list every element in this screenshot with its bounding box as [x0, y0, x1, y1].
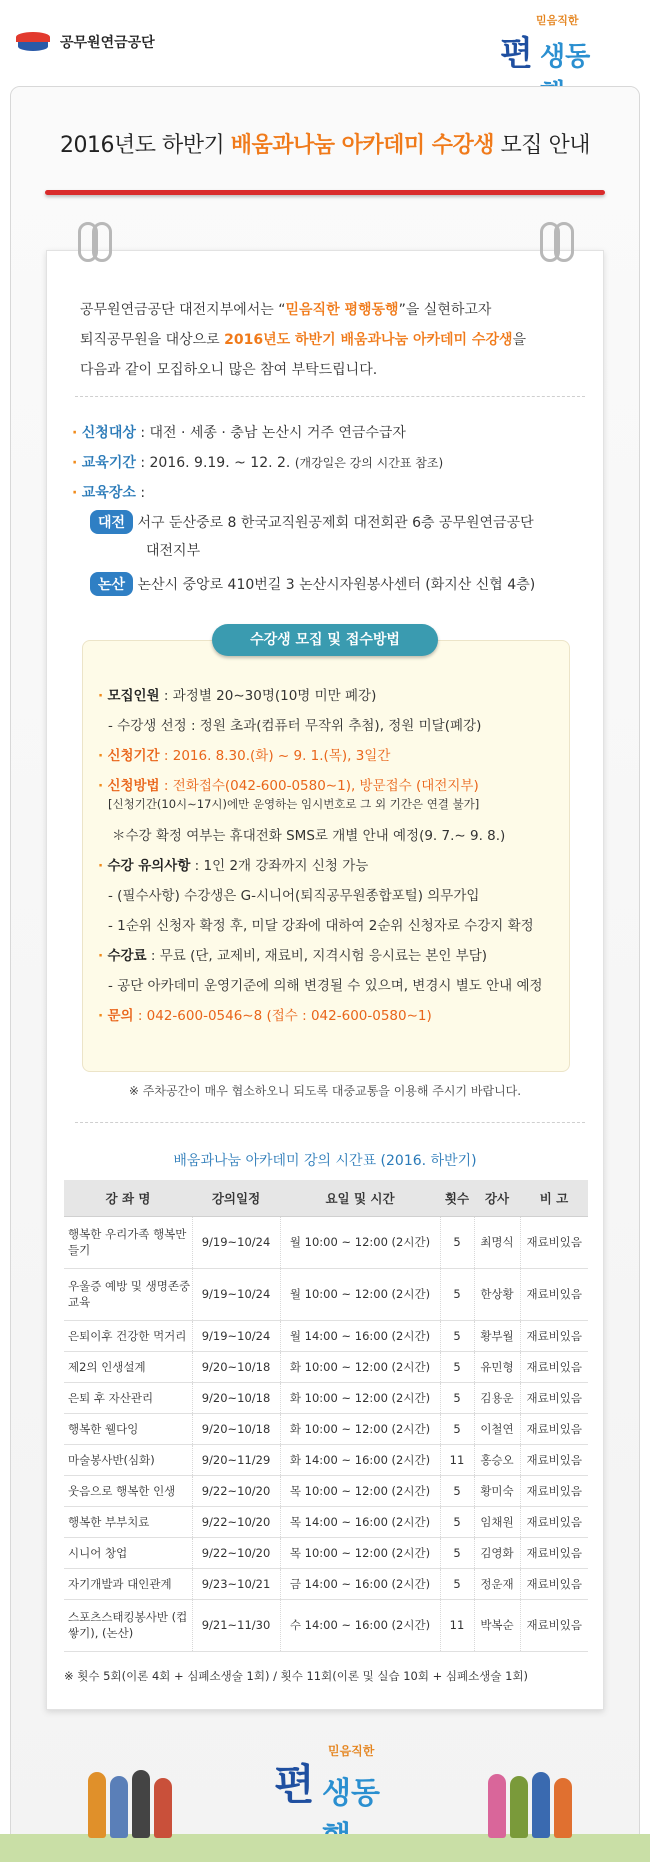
cell-note: 재료비있음 — [520, 1444, 588, 1475]
parking-note: ※ 주차공간이 매우 협소하오니 되도록 대중교통을 이용해 주시기 바랍니다. — [128, 1084, 522, 1098]
recruit-line: · 수강 유의사항 : 1인 2개 강좌까지 신청 가능 — [98, 858, 369, 874]
cell-time: 화 14:00 ~ 16:00 (2시간) — [280, 1444, 440, 1475]
brand-logo — [500, 8, 610, 78]
recruit-line: · 문의 : 042-600-0546∼8 (접수 : 042-600-0580∼1) — [98, 1008, 432, 1024]
brand-sub-text: 생동 — [322, 1776, 380, 1811]
cell-name: 은퇴 후 자산관리 — [64, 1382, 192, 1413]
cell-note: 재료비있음 — [520, 1268, 588, 1320]
brand-main-text: 편 — [500, 34, 533, 74]
footer-brand-logo — [270, 1738, 400, 1818]
place-daejeon — [90, 510, 534, 534]
cell-period: 9/19~10/24 — [192, 1320, 280, 1351]
recruit-label: 신청방법 — [107, 778, 160, 794]
recruit-label: 수강 유의사항 — [107, 858, 191, 874]
info-value: : 대전 · 세종 · 충남 논산시 거주 연금수급자 — [135, 425, 406, 441]
cell-period: 9/22~10/20 — [192, 1506, 280, 1537]
table-row — [64, 1351, 588, 1382]
cell-note: 재료비있음 — [520, 1506, 588, 1537]
divider — [75, 396, 585, 397]
cell-name: 자기개발과 대인관계 — [64, 1568, 192, 1599]
org-logo[interactable] — [14, 30, 155, 54]
cell-name: 우울증 예방 및 생명존중 교육 — [64, 1268, 192, 1320]
cell-teacher: 이철연 — [474, 1413, 520, 1444]
cell-count: 5 — [440, 1506, 474, 1537]
table-row — [64, 1413, 588, 1444]
cell-count: 5 — [440, 1475, 474, 1506]
cell-count: 11 — [440, 1444, 474, 1475]
col-header: 요일 및 시간 — [280, 1180, 440, 1216]
cell-time: 화 10:00 ~ 12:00 (2시간) — [280, 1413, 440, 1444]
recruit-line: - 1순위 신청자 확정 후, 미달 강좌에 대하여 2순위 신청자로 수강지 확정 — [108, 918, 534, 934]
header — [0, 0, 650, 92]
table-row — [64, 1537, 588, 1568]
recruit-text: : 전화접수(042-600-0580∼1), 방문접수 (대전지부) — [159, 778, 479, 794]
cell-name: 마술봉사반(심화) — [64, 1444, 192, 1475]
cell-time: 목 14:00 ~ 16:00 (2시간) — [280, 1506, 440, 1537]
col-header: 강의일정 — [192, 1180, 280, 1216]
cell-count: 5 — [440, 1320, 474, 1351]
col-header: 강 좌 명 — [64, 1180, 192, 1216]
recruit-text: : 042-600-0546∼8 (접수 : 042-600-0580∼1) — [133, 1008, 432, 1024]
cell-teacher: 최명식 — [474, 1216, 520, 1268]
table-row — [64, 1599, 588, 1651]
recruit-line: [신청기간(10시∼17시)에만 운영하는 임시번호로 그 외 기간은 연결 불가] — [108, 797, 480, 811]
info-value: : 2016. 9.19. ~ 12. 2. — [135, 455, 295, 471]
cell-period: 9/22~10/20 — [192, 1475, 280, 1506]
cell-time: 월 14:00 ~ 16:00 (2시간) — [280, 1320, 440, 1351]
cell-time: 목 10:00 ~ 12:00 (2시간) — [280, 1475, 440, 1506]
cell-teacher: 정운재 — [474, 1568, 520, 1599]
brand-top-text: 믿음직한 — [536, 14, 579, 27]
cell-count: 5 — [440, 1413, 474, 1444]
title-underline — [45, 190, 605, 195]
info-value: : — [135, 485, 146, 501]
org-name: 공무원연금공단 — [60, 35, 155, 51]
col-header: 비 고 — [520, 1180, 588, 1216]
title-suffix: 모집 안내 — [494, 133, 591, 158]
cell-count: 5 — [440, 1537, 474, 1568]
recruit-line: · 모집인원 : 과정별 20∼30명(10명 미만 폐강) — [98, 688, 377, 704]
table-footnote: ※ 횟수 5회(이론 4회 + 심폐소생술 1회) / 횟수 11회(이론 및 실습 10회 + 심폐소생술 1회) — [64, 1669, 529, 1683]
info-target: · 신청대상 : 대전 · 세종 · 충남 논산시 거주 연금수급자 — [72, 425, 406, 441]
cell-note: 재료비있음 — [520, 1320, 588, 1351]
cell-teacher: 임채원 — [474, 1506, 520, 1537]
cell-name: 행복한 웰다잉 — [64, 1413, 192, 1444]
info-label: 교육장소 — [81, 485, 136, 501]
cell-note: 재료비있음 — [520, 1599, 588, 1651]
cell-name: 은퇴이후 건강한 먹거리 — [64, 1320, 192, 1351]
place-nonsan — [90, 572, 535, 596]
cell-period: 9/19~10/24 — [192, 1268, 280, 1320]
footer-ground — [0, 1834, 650, 1862]
cell-period: 9/20~10/18 — [192, 1351, 280, 1382]
title-prefix: 2016년도 하반기 — [59, 133, 231, 158]
cell-name: 스포츠스태킹봉사반 (컵쌓기), (논산) — [64, 1599, 192, 1651]
place-daejeon-line2 — [146, 540, 200, 560]
table-row — [64, 1268, 588, 1320]
brand-sub-text: 생동 — [540, 42, 591, 72]
cell-note: 재료비있음 — [520, 1537, 588, 1568]
cell-time: 수 14:00 ~ 16:00 (2시간) — [280, 1599, 440, 1651]
cell-note: 재료비있음 — [520, 1413, 588, 1444]
cell-teacher: 김용운 — [474, 1382, 520, 1413]
schedule-body — [64, 1216, 588, 1651]
info-label: 교육기간 — [81, 455, 136, 471]
table-row — [64, 1216, 588, 1268]
place-address: 논산시 중앙로 410번길 3 논산시자원봉사센터 (화지산 신협 4층) — [137, 577, 536, 593]
person-illustration — [488, 1774, 506, 1838]
intro-text: 을 — [512, 332, 527, 348]
recruit-line: · 수강료 : 무료 (단, 교제비, 재료비, 지격시험 응시료는 본인 부담) — [98, 948, 487, 964]
cell-teacher: 홍승오 — [474, 1444, 520, 1475]
table-header-row — [64, 1180, 588, 1216]
cell-period: 9/20~10/18 — [192, 1413, 280, 1444]
cell-name: 시니어 창업 — [64, 1537, 192, 1568]
place-chip: 대전 — [90, 510, 133, 534]
cell-count: 11 — [440, 1599, 474, 1651]
recruit-line: ＊수강 확정 여부는 휴대전화 SMS로 개별 안내 예정(9. 7.∼ 9. 8.) — [112, 828, 506, 844]
recruit-text: : 1인 2개 강좌까지 신청 가능 — [190, 858, 369, 874]
cell-count: 5 — [440, 1351, 474, 1382]
cell-period: 9/20~11/29 — [192, 1444, 280, 1475]
person-illustration — [110, 1776, 128, 1838]
table-row — [64, 1444, 588, 1475]
cell-time: 화 10:00 ~ 12:00 (2시간) — [280, 1351, 440, 1382]
place-chip: 논산 — [90, 572, 133, 596]
info-note: (개강일은 강의 시간표 참조) — [294, 456, 444, 470]
cell-count: 5 — [440, 1216, 474, 1268]
cell-time: 금 14:00 ~ 16:00 (2시간) — [280, 1568, 440, 1599]
cell-name: 웃음으로 행복한 인생 — [64, 1475, 192, 1506]
table-row — [64, 1506, 588, 1537]
cell-note: 재료비있음 — [520, 1382, 588, 1413]
recruit-label: 문의 — [107, 1008, 134, 1024]
intro-text: 공무원연금공단 대전지부에서는 “ — [80, 302, 286, 318]
org-logo-icon — [14, 30, 52, 54]
page-title — [0, 128, 650, 159]
table-row — [64, 1382, 588, 1413]
recruit-line: - 공단 아카데미 운영기준에 의해 변경될 수 있으며, 변경시 별도 안내 예정 — [108, 978, 543, 994]
intro-text: ”을 실현하고자 — [398, 302, 492, 318]
col-header: 강사 — [474, 1180, 520, 1216]
binder-ring-right — [554, 222, 574, 262]
intro-highlight: 믿음직한 평행동행 — [285, 302, 399, 318]
recruit-line: · 신청방법 : 전화접수(042-600-0580∼1), 방문접수 (대전지부) — [98, 778, 479, 794]
recruit-pill: 수강생 모집 및 접수방법 — [212, 624, 438, 656]
person-illustration — [510, 1776, 528, 1838]
intro-paragraph — [80, 295, 580, 385]
cell-note: 재료비있음 — [520, 1475, 588, 1506]
cell-teacher: 유민형 — [474, 1351, 520, 1382]
person-illustration — [532, 1772, 550, 1838]
place-address: 대전지부 — [146, 543, 201, 559]
table-row — [64, 1475, 588, 1506]
cell-period: 9/19~10/24 — [192, 1216, 280, 1268]
recruit-text: : 2016. 8.30.(화) ~ 9. 1.(목), 3일간 — [159, 748, 391, 764]
cell-count: 5 — [440, 1568, 474, 1599]
cell-note: 재료비있음 — [520, 1351, 588, 1382]
brand-top-text: 믿음직한 — [328, 1744, 375, 1758]
recruit-line: - (필수사항) 수강생은 G-시니어(퇴직공무원종합포털) 의무가입 — [108, 888, 480, 904]
cell-time: 월 10:00 ~ 12:00 (2시간) — [280, 1268, 440, 1320]
recruit-line: · 신청기간 : 2016. 8.30.(화) ~ 9. 1.(목), 3일간 — [98, 748, 391, 764]
cell-teacher: 황미숙 — [474, 1475, 520, 1506]
schedule-title: 배움과나눔 아카데미 강의 시간표 (2016. 하반기) — [173, 1153, 477, 1169]
binder-ring-left — [92, 222, 112, 262]
recruit-text: : 과정별 20∼30명(10명 미만 폐강) — [159, 688, 377, 704]
info-label: 신청대상 — [81, 425, 136, 441]
intro-text: 퇴직공무원을 대상으로 — [80, 332, 225, 348]
table-row — [64, 1568, 588, 1599]
recruit-line: - 수강생 선정 : 정원 초과(컴퓨터 무작위 추첨), 정원 미달(폐강) — [108, 718, 482, 734]
cell-teacher: 박복순 — [474, 1599, 520, 1651]
cell-count: 5 — [440, 1382, 474, 1413]
recruit-label: 수강료 — [107, 948, 147, 964]
cell-teacher: 한상황 — [474, 1268, 520, 1320]
person-illustration — [88, 1772, 106, 1838]
intro-text: 다음과 같이 모집하오니 많은 참여 부탁드립니다. — [80, 362, 378, 378]
recruit-label: 모집인원 — [107, 688, 160, 704]
cell-name: 행복한 부부치료 — [64, 1506, 192, 1537]
person-illustration — [154, 1778, 172, 1838]
title-highlight: 배움과나눔 아카데미 수강생 — [230, 133, 495, 158]
cell-period: 9/21~11/30 — [192, 1599, 280, 1651]
schedule-table — [64, 1180, 588, 1652]
cell-period: 9/22~10/20 — [192, 1537, 280, 1568]
recruit-label: 신청기간 — [107, 748, 160, 764]
recruit-text: : 무료 (단, 교제비, 재료비, 지격시험 응시료는 본인 부담) — [146, 948, 487, 964]
cell-name: 행복한 우리가족 행복만들기 — [64, 1216, 192, 1268]
table-row — [64, 1320, 588, 1351]
cell-time: 화 10:00 ~ 12:00 (2시간) — [280, 1382, 440, 1413]
cell-count: 5 — [440, 1268, 474, 1320]
cell-teacher: 황부월 — [474, 1320, 520, 1351]
cell-time: 월 10:00 ~ 12:00 (2시간) — [280, 1216, 440, 1268]
intro-highlight: 2016년도 하반기 배움과나눔 아카데미 수강생 — [224, 332, 513, 348]
cell-name: 제2의 인생설계 — [64, 1351, 192, 1382]
divider — [75, 1122, 585, 1123]
col-header: 횟수 — [440, 1180, 474, 1216]
info-place: · 교육장소 : — [72, 485, 146, 501]
cell-note: 재료비있음 — [520, 1216, 588, 1268]
cell-teacher: 김영화 — [474, 1537, 520, 1568]
info-period: · 교육기간 : 2016. 9.19. ~ 12. 2. (개강일은 강의 시간표 참조) — [72, 455, 444, 471]
cell-time: 목 10:00 ~ 12:00 (2시간) — [280, 1537, 440, 1568]
cell-note: 재료비있음 — [520, 1568, 588, 1599]
cell-period: 9/20~10/18 — [192, 1382, 280, 1413]
place-address: 서구 둔산중로 8 한국교직원공제회 대전회관 6층 공무원연금공단 — [137, 515, 534, 531]
brand-main-text: 편 — [274, 1760, 315, 1809]
person-illustration — [554, 1778, 572, 1838]
cell-period: 9/23~10/21 — [192, 1568, 280, 1599]
person-illustration — [132, 1770, 150, 1838]
